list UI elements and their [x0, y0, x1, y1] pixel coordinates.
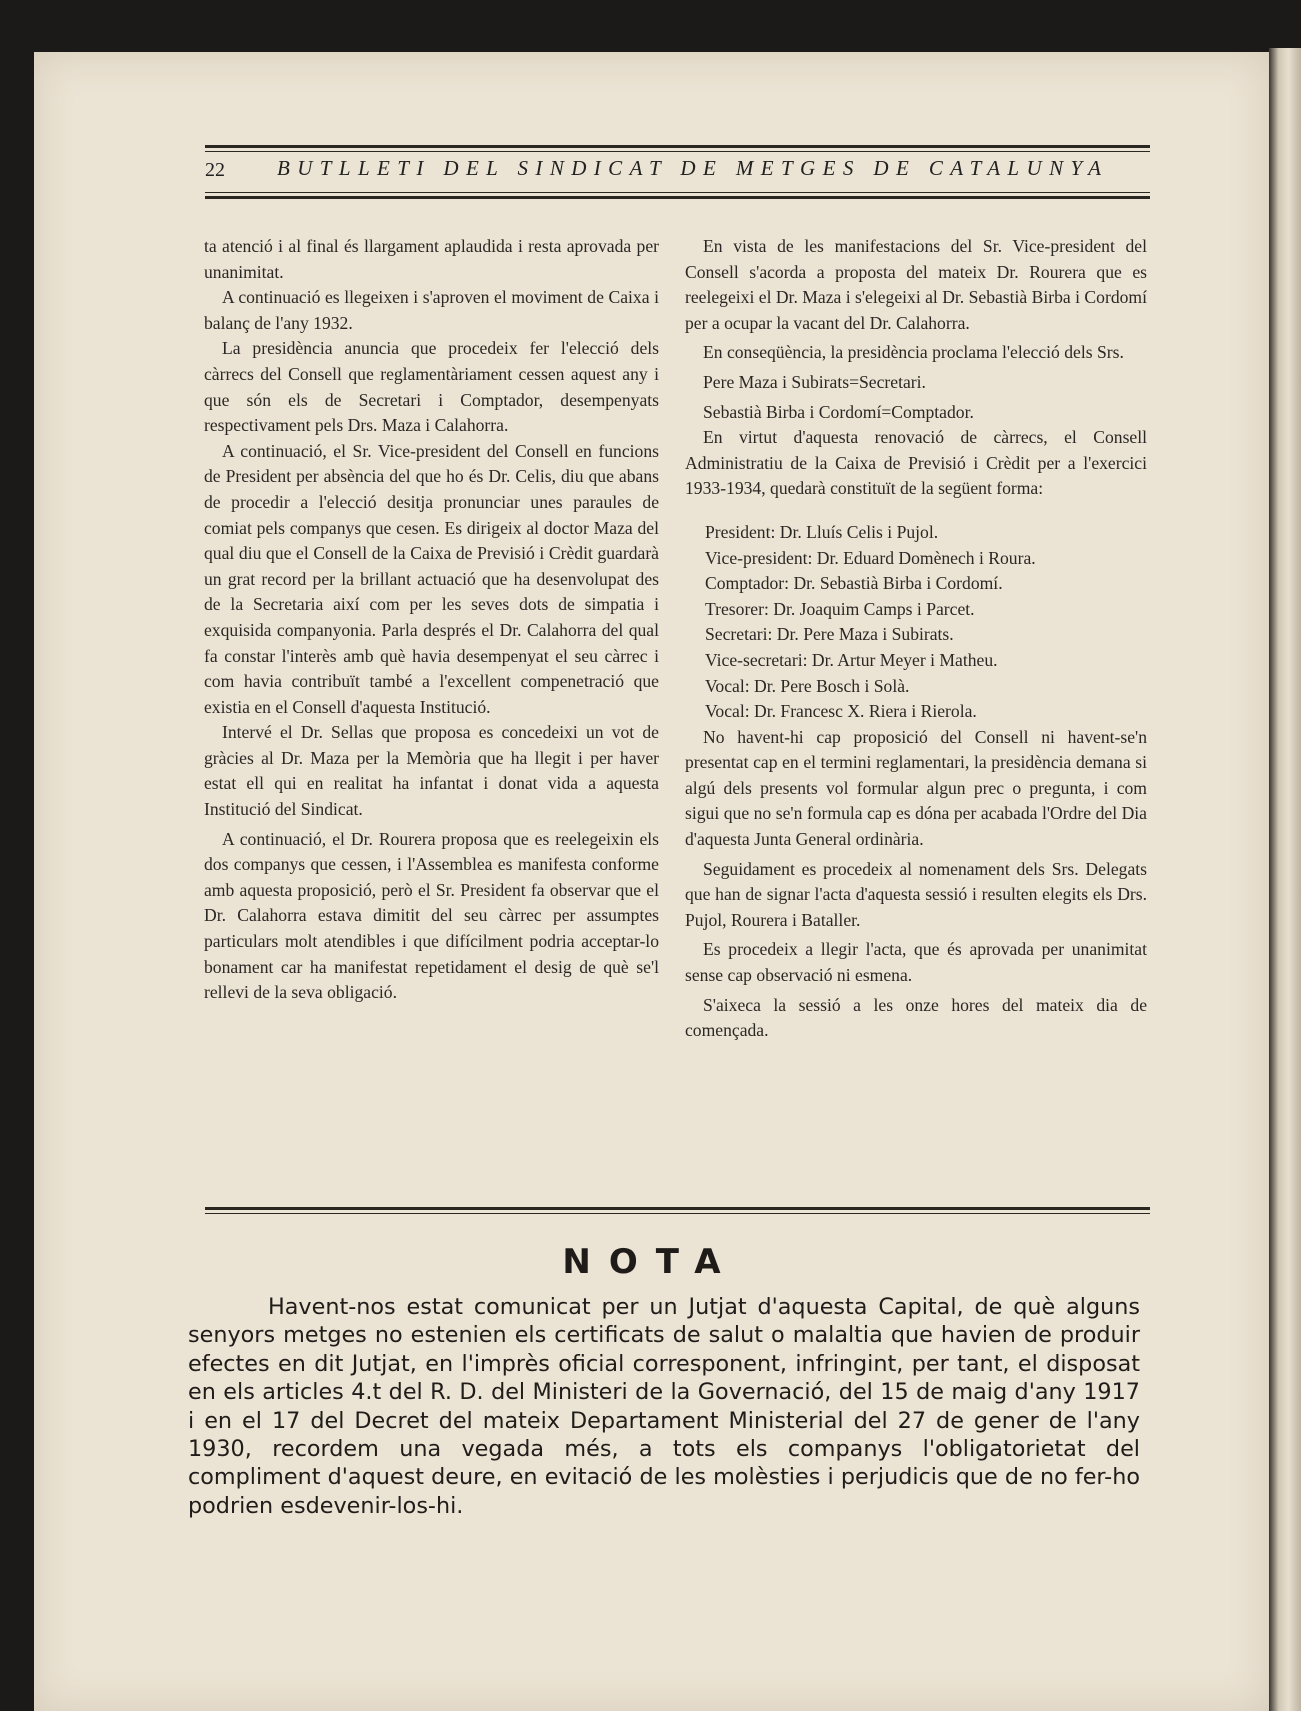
paragraph: A continuació es llegeixen i s'aproven el moviment de Caixa i balanç de l'any 1932.	[204, 287, 659, 333]
officer-entry: President: Dr. Lluís Celis i Pujol.	[705, 521, 939, 542]
officer-entry: Comptador: Dr. Sebastià Birba i Cordomí.	[705, 573, 1003, 594]
paragraph: En conseqüència, la presidència proclama l'elecció dels Srs.	[703, 342, 1124, 363]
paragraph: A continuació, el Dr. Rourera proposa que es reelegeixin els dos companys que cessen, i l'Assemblea es manifesta conforme amb aquesta proposició, però el Sr. President fa observar que el Dr. Calahorra estava dimitit del seu càrrec per assumptes particulars molt atendibles i que difícilment podria acceptar-lo bonament car ha manifestat repetidament el desig de què se'l rellevi de la seva obligació.	[204, 828, 659, 1003]
left-column	[204, 234, 659, 1006]
election-line: Sebastià Birba i Cordomí=Comptador.	[703, 401, 974, 422]
header-bottom-rule	[205, 192, 1150, 202]
officer-entry: Secretari: Dr. Pere Maza i Subirats.	[705, 624, 954, 645]
paragraph: Seguidament es procedeix al nomenament dels Srs. Delegats que han de signar l'acta d'aquesta sessió i resulten elegits els Drs. Pujol, Rourera i Bataller.	[685, 858, 1147, 930]
officer-entry: Vice-secretari: Dr. Artur Meyer i Matheu.	[705, 649, 998, 670]
paragraph: En vista de les manifestacions del Sr. Vice-president del Consell s'acorda a proposta del mateix Dr. Rourera que es reelegeixi el Dr. Maza i s'elegeixi al Dr. Sebastià Birba i Cordomí per a ocupar la vacant del Dr. Calahorra.	[685, 236, 1147, 333]
officer-entry: Vice-president: Dr. Eduard Domènech i Roura.	[705, 547, 1036, 568]
paragraph: En virtut d'aquesta renovació de càrrecs, el Consell Administratiu de la Caixa de Previsió i Crèdit per a l'exercici 1933-1934, quedarà constituït de la següent forma:	[685, 427, 1147, 499]
header-top-rule	[205, 145, 1150, 155]
paragraph: S'aixeca la sessió a les onze hores del mateix dia de començada.	[685, 994, 1147, 1041]
paragraph: La presidència anuncia que procedeix fer l'elecció dels càrrecs del Consell que reglamentàriament cessen aquest any i que són els de Secretari i Comptador, desempenyats respectivament pels Drs. Maza i Calahorra.	[204, 338, 659, 436]
paragraph: ta atenció i al final és llargament aplaudida i resta aprovada per unanimitat.	[204, 236, 659, 282]
section-divider	[205, 1207, 1150, 1217]
paragraph: Intervé el Dr. Sellas que proposa es concedeixi un vot de gràcies al Dr. Maza per la Memòria que ha llegit i per haver estat ell qui en realitat ha infantat i donat vida a aquesta Institució del Sindicat.	[204, 722, 659, 820]
page-number: 22	[205, 159, 225, 181]
paragraph: No havent-hi cap proposició del Consell ni havent-se'n presentat cap en el termini reglamentari, la presidència demana si algú dels presents vol formular algun prec o pregunta, i com sigui que no se'n formula cap es dóna per acabada l'Ordre del Dia d'aquesta Junta General ordinària.	[685, 726, 1147, 850]
election-line: Pere Maza i Subirats=Secretari.	[703, 371, 926, 392]
paragraph: A continuació, el Sr. Vice-president del Consell en funcions de President per absència del que ho és Dr. Celis, diu que abans de procedir a l'elecció desitja pronunciar unes paraules de comiat pels companys que cesen. Es dirigeix al doctor Maza del qual diu que el Consell de la Caixa de Previsió i Crèdit guardarà un grat record per la brillant actuació que ha desenvolupat des de la Secretaria així com per les seves dots de simpatia i exquisida companyonia. Parla després el Dr. Calahorra del qual fa constar l'interès amb què havia desempenyat el seu càrrec i com havia contribuït també a l'excellent compenetració que existia en el Consell d'aquesta Institució.	[204, 440, 659, 717]
officer-entry: Vocal: Dr. Pere Bosch i Solà.	[705, 675, 910, 696]
paragraph: Es procedeix a llegir l'acta, que és aprovada per unanimitat sense cap observació ni esmena.	[685, 939, 1147, 986]
nota-text: Havent-nos estat comunicat per un Jutjat d'aquesta Capital, de què alguns senyors metges no estenien els certificats de salut o malaltia que havien de produir efectes en dit Jutjat, en l'imprès oficial corresponent, infringint, per tant, el disposat en els articles 4.t del R. D. del Ministeri de la Governació, del 15 de maig d'any 1917 i en el 17 del Decret del mateix Departament Ministerial del 27 de gener de l'any 1930, recordem una vegada més, a tots els companys l'obligatorietat del compliment d'aquest deure, en evitació de les molèsties i perjudicis que de no fer-ho podrien esdevenir-los-hi.	[188, 1294, 1140, 1519]
officer-entry: Vocal: Dr. Francesc X. Riera i Rierola.	[705, 701, 977, 722]
nota-title: NOTA	[562, 1242, 739, 1282]
right-column	[685, 234, 1147, 1044]
journal-title: BUTLLETI DEL SINDICAT DE METGES DE CATALUNYA	[277, 156, 1109, 180]
adjacent-page-edge	[1269, 48, 1301, 1711]
running-header	[205, 156, 1150, 192]
officer-entry: Tresorer: Dr. Joaquim Camps i Parcet.	[705, 598, 975, 619]
